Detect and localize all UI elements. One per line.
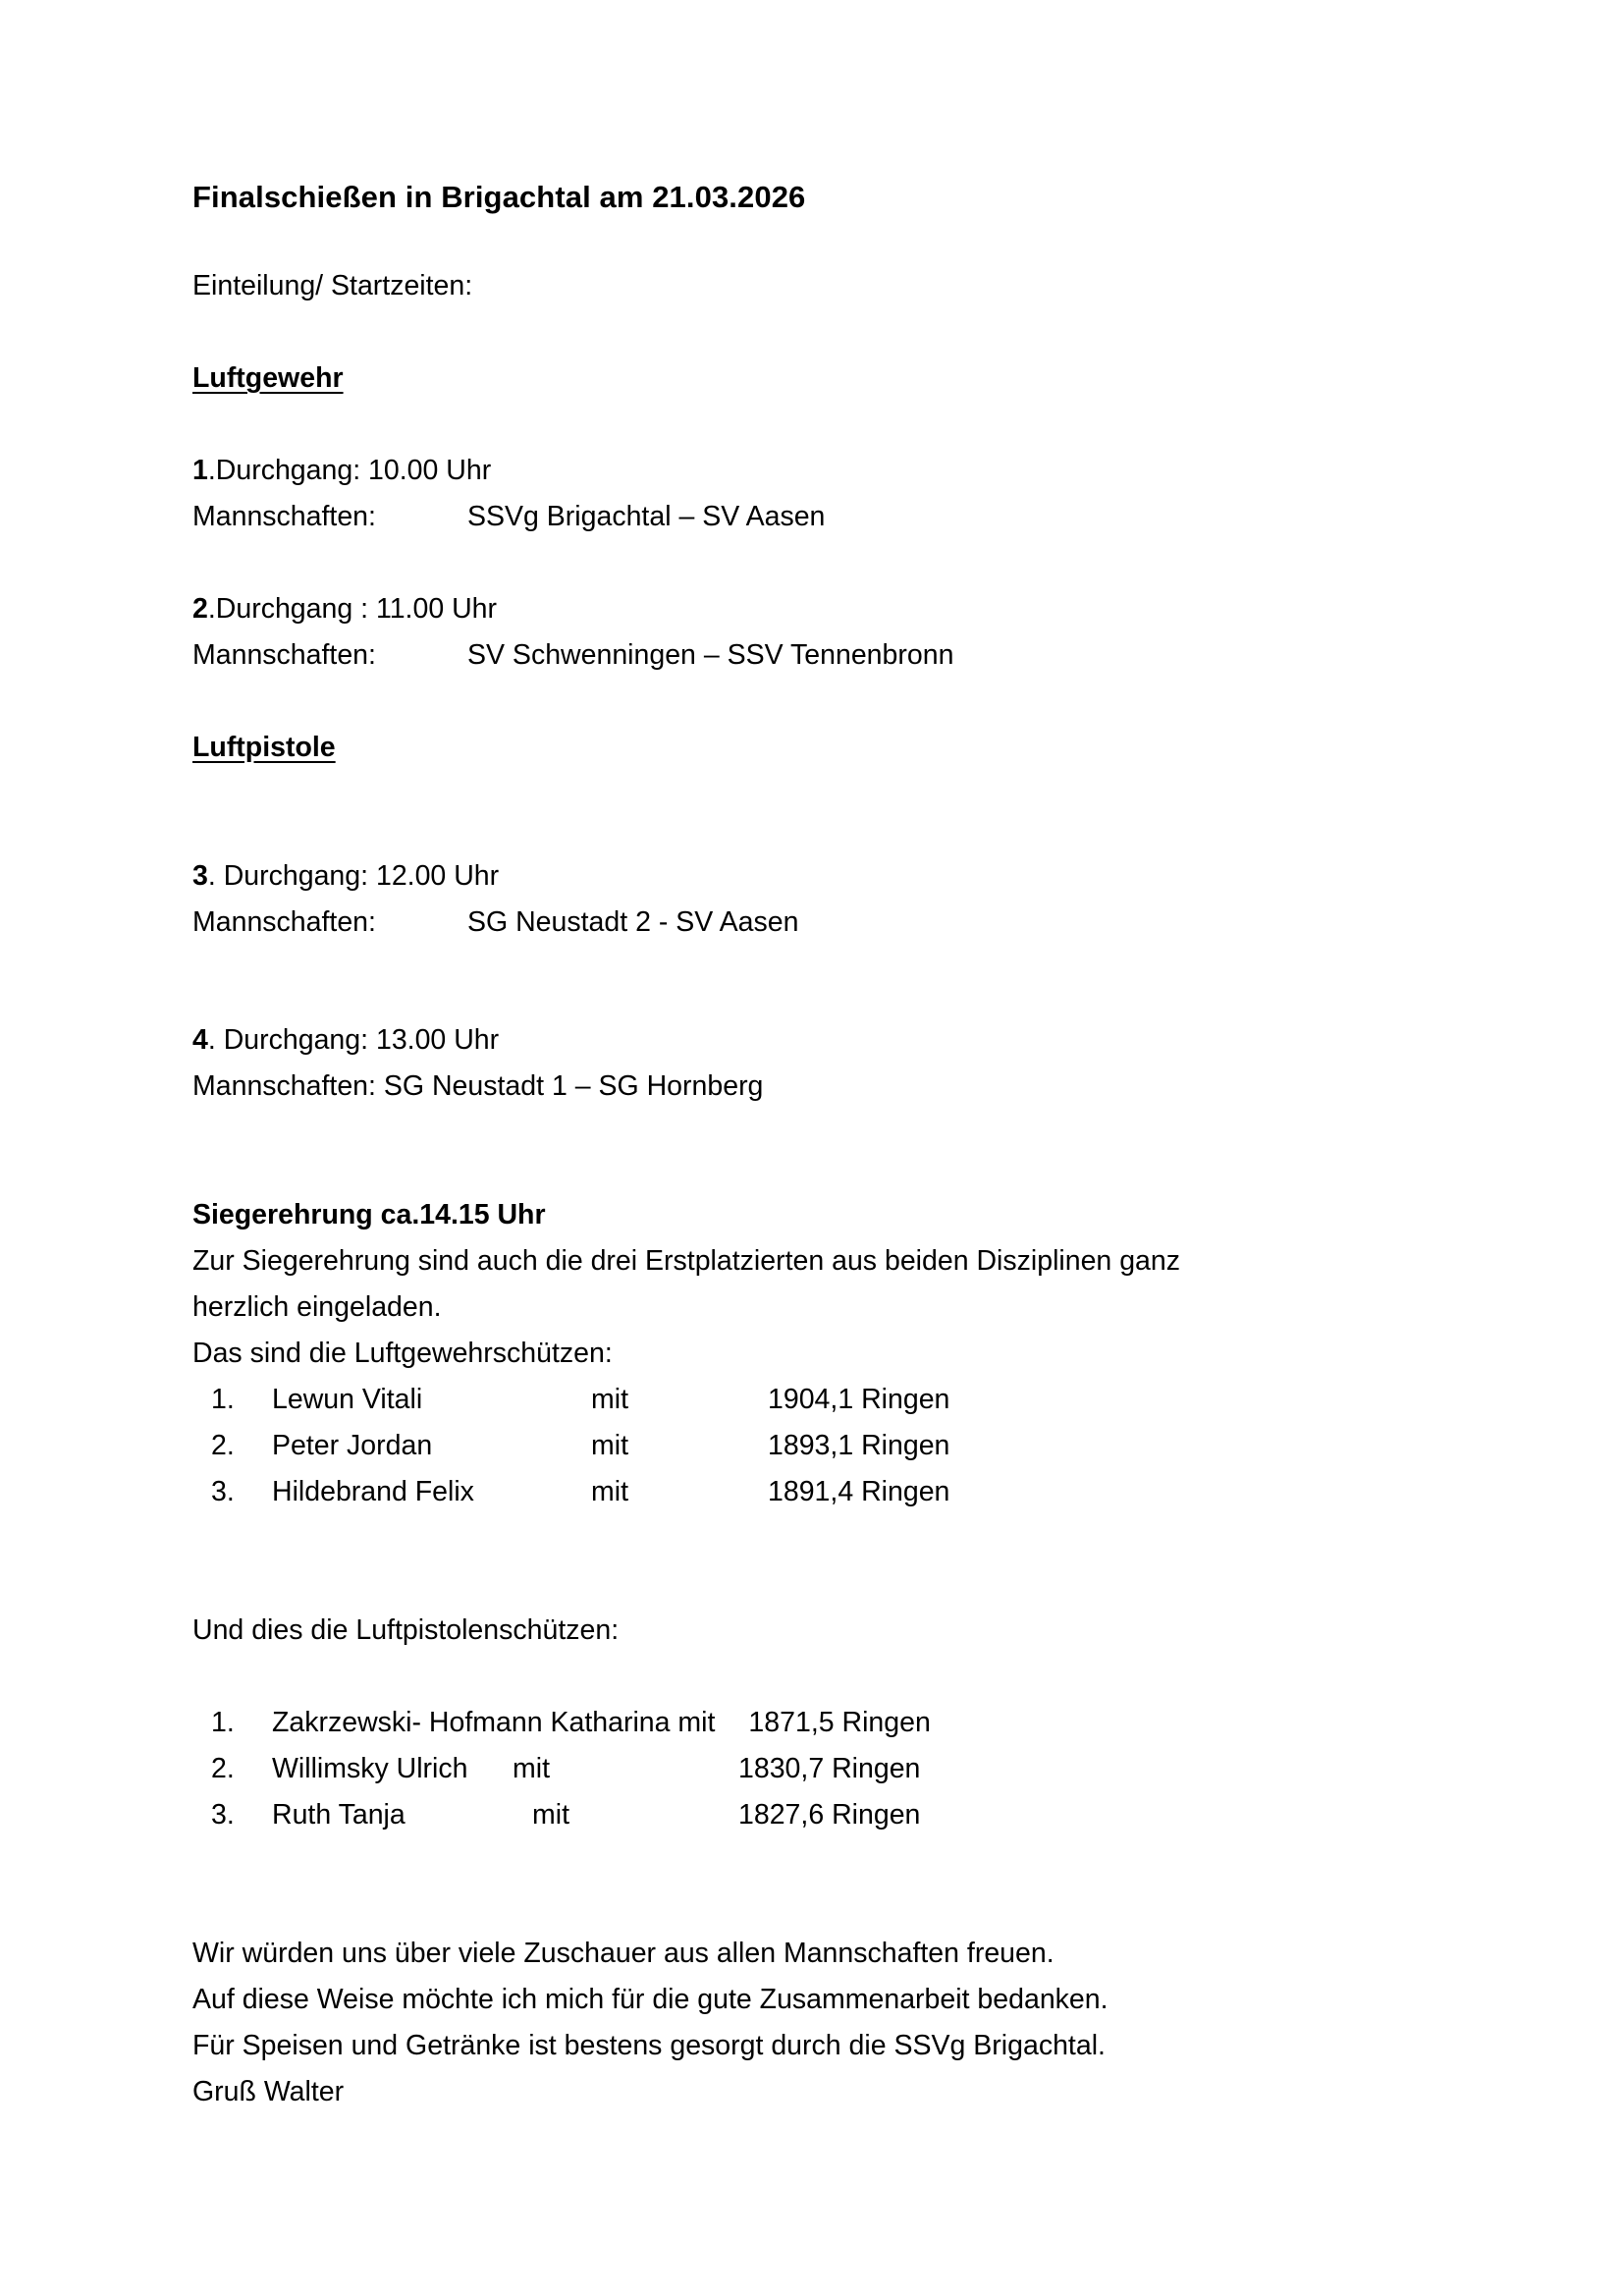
spacer xyxy=(192,1885,1469,1931)
list-item xyxy=(192,1792,1469,1838)
round-3-label: . Durchgang: xyxy=(207,860,369,892)
round-1-label: .Durchgang: xyxy=(207,455,361,486)
list-item xyxy=(192,1700,1469,1746)
spacer xyxy=(192,992,1469,1017)
rifle-name-2: Peter Jordan xyxy=(272,1430,433,1461)
spacer xyxy=(192,946,1469,992)
round-4-teams-sep xyxy=(376,1070,384,1102)
round-4-number: 4 xyxy=(192,1024,208,1056)
round-3-time: 12.00 Uhr xyxy=(368,860,500,892)
award-heading: Siegerehrung ca.14.15 Uhr xyxy=(192,1199,546,1230)
round-3-teams-line xyxy=(192,900,1469,946)
pistol-name-2: Willimsky Ulrich xyxy=(272,1753,468,1784)
spacer xyxy=(192,540,1469,586)
rifle-rank-3: 3. xyxy=(211,1476,235,1507)
rifle-rank-1: 1. xyxy=(211,1384,235,1415)
pistol-rank-2: 2. xyxy=(211,1753,235,1784)
spacer xyxy=(192,309,1469,355)
pistol-score-1: 1871,5 Ringen xyxy=(748,1707,931,1738)
round-3-number: 3 xyxy=(192,860,208,892)
spacer xyxy=(192,402,1469,448)
pistol-name-1: Zakrzewski- Hofmann Katharina xyxy=(272,1707,671,1738)
round-3-teams: SG Neustadt 2 - SV Aasen xyxy=(467,906,799,938)
spacer xyxy=(192,1515,1469,1561)
list-item xyxy=(192,1377,1469,1423)
round-2-teams: SV Schwenningen – SSV Tennenbronn xyxy=(467,639,954,671)
rifle-mit-1: mit xyxy=(591,1384,628,1415)
list-item xyxy=(192,1469,1469,1515)
pistol-score-3: 1827,6 Ringen xyxy=(738,1799,921,1831)
rifle-name-3: Hildebrand Felix xyxy=(272,1476,474,1507)
pistol-name-3: Ruth Tanja xyxy=(272,1799,406,1831)
round-2-teams-label: Mannschaften: xyxy=(192,639,376,671)
spacer xyxy=(192,1110,1469,1167)
closing-line-2: Auf diese Weise möchte ich mich für die gute Zusammenarbeit bedanken. xyxy=(192,1984,1108,2015)
spacer xyxy=(192,1561,1469,1608)
pistol-mit-2: mit xyxy=(513,1753,550,1784)
round-3-teams-label: Mannschaften: xyxy=(192,906,376,938)
round-2-time: 11.00 Uhr xyxy=(368,593,498,625)
page-title: Finalschießen in Brigachtal am 21.03.2026 xyxy=(192,180,806,214)
rifle-mit-3: mit xyxy=(591,1476,628,1507)
rifle-name-1: Lewun Vitali xyxy=(272,1384,423,1415)
spacer xyxy=(192,1838,1469,1885)
spacer xyxy=(192,679,1469,725)
closing-signature: Gruß Walter xyxy=(192,2076,345,2107)
round-4-line xyxy=(192,1017,1469,1064)
round-1-teams: SSVg Brigachtal – SV Aasen xyxy=(467,501,826,532)
round-1-teams-line xyxy=(192,494,1469,540)
round-4-teams-line xyxy=(192,1064,1469,1110)
spacer xyxy=(192,828,1469,853)
section-heading-luftgewehr: Luftgewehr xyxy=(192,362,344,394)
award-invite-line-1: Zur Siegerehrung sind auch die drei Erstplatzierten aus beiden Disziplinen ganz xyxy=(192,1245,1181,1277)
closing-line-3: Für Speisen und Getränke ist bestens gesorgt durch die SSVg Brigachtal. xyxy=(192,2030,1106,2061)
round-4-time: 13.00 Uhr xyxy=(368,1024,500,1056)
round-2-number: 2 xyxy=(192,593,208,625)
rifle-score-2: 1893,1 Ringen xyxy=(768,1430,950,1461)
rifle-score-1: 1904,1 Ringen xyxy=(768,1384,950,1415)
round-4-teams: SG Neustadt 1 – SG Hornberg xyxy=(383,1070,764,1102)
round-1-time: 10.00 Uhr xyxy=(360,455,492,486)
list-item xyxy=(192,1423,1469,1469)
spacer xyxy=(192,1167,1469,1192)
award-block xyxy=(192,1192,1469,1377)
award-pistol-intro: Und dies die Luftpistolenschützen: xyxy=(192,1614,620,1646)
pistol-rank-3: 3. xyxy=(211,1799,235,1831)
pistol-mit-1: mit xyxy=(677,1707,716,1738)
rifle-winners-list xyxy=(192,1377,1469,1515)
rifle-score-3: 1891,4 Ringen xyxy=(768,1476,950,1507)
round-2-label: .Durchgang : xyxy=(207,593,369,625)
section-heading-luftpistole: Luftpistole xyxy=(192,732,336,763)
intro-line: Einteilung/ Startzeiten: xyxy=(192,270,473,301)
round-2-teams-line xyxy=(192,632,1469,679)
pistol-score-2: 1830,7 Ringen xyxy=(738,1753,921,1784)
spacer xyxy=(192,771,1469,828)
round-4-teams-label: Mannschaften: xyxy=(192,1070,376,1102)
pistol-rank-1: 1. xyxy=(211,1707,235,1738)
list-item xyxy=(192,1746,1469,1792)
rifle-rank-2: 2. xyxy=(211,1430,235,1461)
rifle-mit-2: mit xyxy=(591,1430,628,1461)
round-1-teams-label: Mannschaften: xyxy=(192,501,376,532)
round-2-line xyxy=(192,586,1469,632)
award-rifle-intro: Das sind die Luftgewehrschützen: xyxy=(192,1338,613,1369)
pistol-mit-3: mit xyxy=(532,1799,569,1831)
closing-line-1: Wir würden uns über viele Zuschauer aus allen Mannschaften freuen. xyxy=(192,1938,1054,1969)
round-3-line xyxy=(192,853,1469,900)
closing-block xyxy=(192,1931,1469,2115)
round-1-line xyxy=(192,448,1469,494)
round-4-label: . Durchgang: xyxy=(207,1024,369,1056)
document-body xyxy=(192,182,1469,2115)
spacer xyxy=(192,1654,1469,1700)
pistol-winners-list xyxy=(192,1700,1469,1838)
round-1-number: 1 xyxy=(192,455,208,486)
award-invite-line-2: herzlich eingeladen. xyxy=(192,1291,442,1323)
